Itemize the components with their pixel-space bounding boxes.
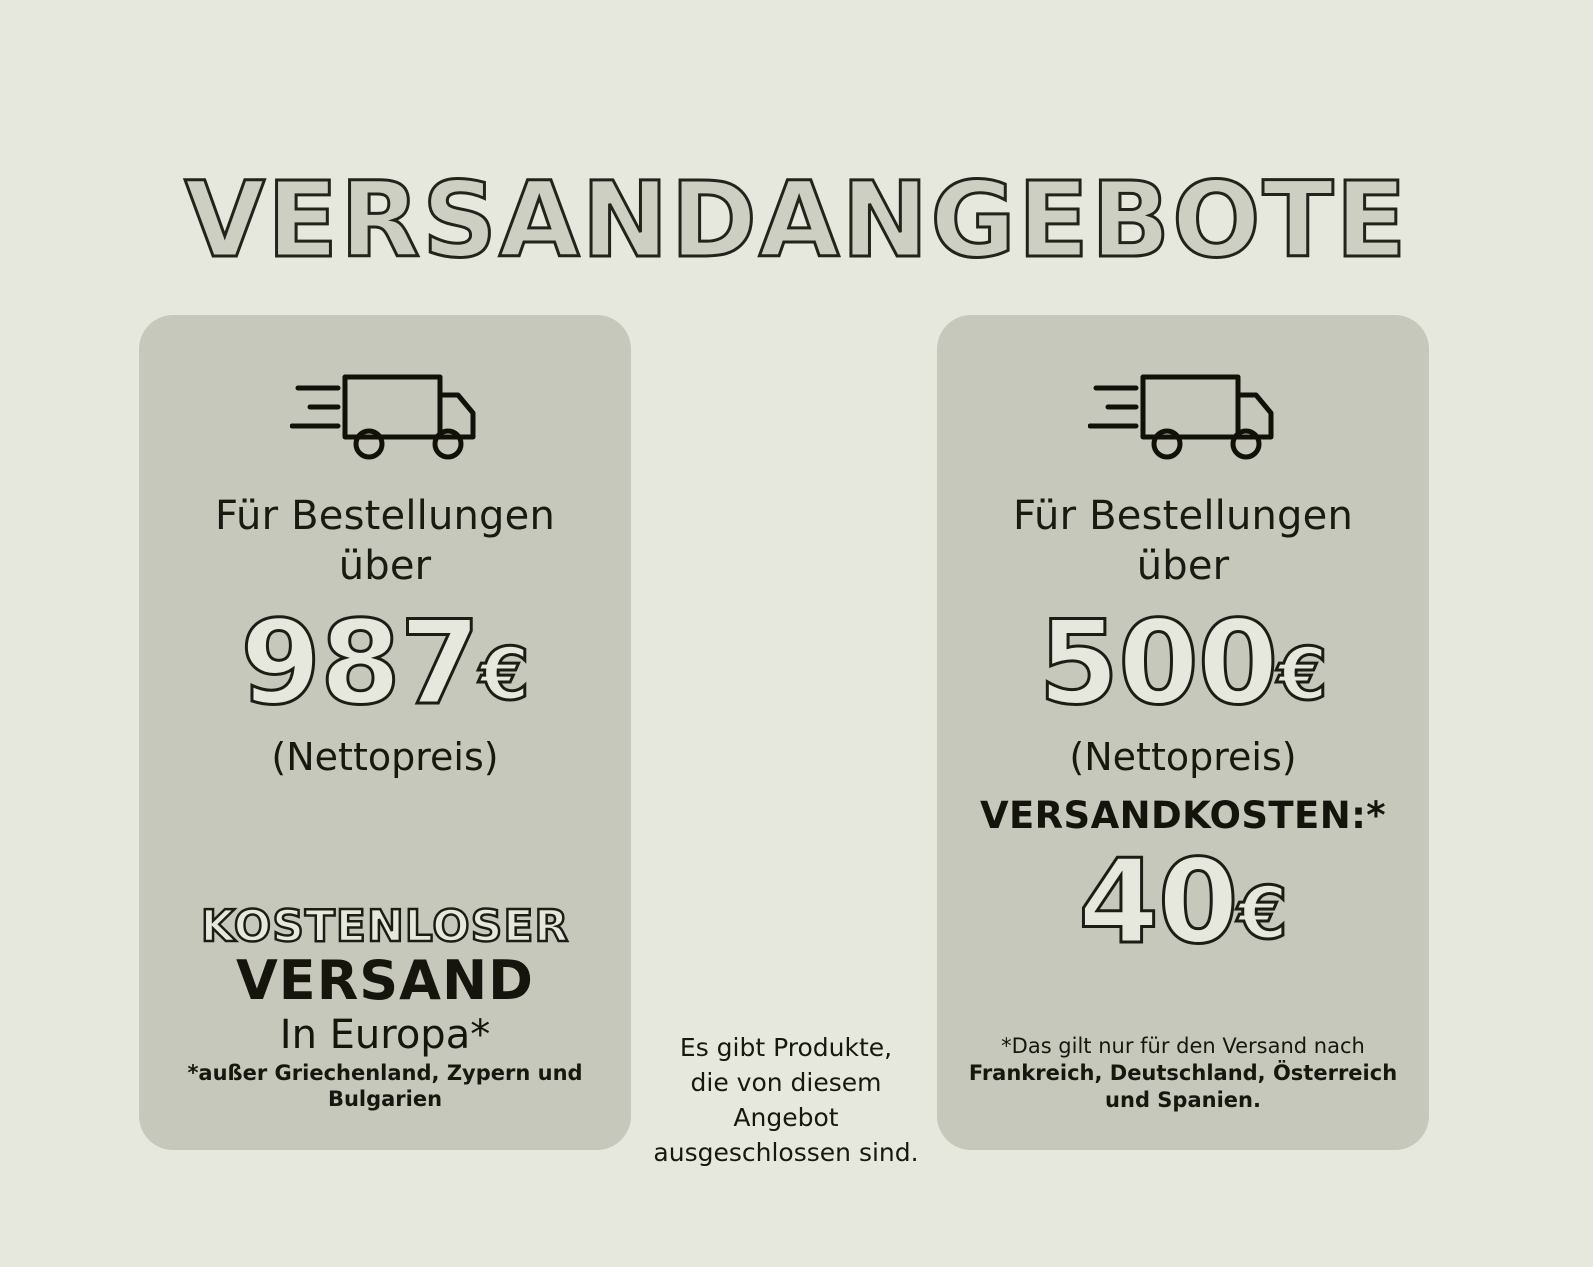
order-over-line-2: über: [338, 543, 432, 589]
threshold-amount-value: 500: [1038, 596, 1278, 731]
free-shipping-outline-text: KOSTENLOSER: [200, 901, 570, 952]
exclusion-note: [636, 1030, 936, 1170]
order-over-line-2: über: [1136, 543, 1230, 589]
threshold-amount: [161, 596, 609, 733]
net-price-note: (Nettopreis): [1069, 735, 1297, 779]
order-over-line-1: Für Bestellungen: [215, 493, 555, 539]
euro-symbol: €: [1277, 632, 1328, 716]
exclusion-note-line-2: die von diesem Angebot: [690, 1068, 882, 1132]
shipping-cost-label: VERSANDKOSTEN:*: [979, 794, 1387, 837]
offer-card-paid-shipping: [937, 315, 1429, 1150]
shipping-cost-block: [959, 796, 1407, 972]
threshold-amount-value: 987: [240, 596, 480, 731]
free-shipping-solid-text: VERSAND: [236, 949, 534, 1012]
delivery-truck-icon: [959, 355, 1407, 469]
delivery-truck-icon: [161, 355, 609, 469]
euro-symbol: €: [1237, 871, 1288, 955]
shipping-region-text: In Europa*: [279, 1012, 491, 1058]
net-price-note: (Nettopreis): [271, 735, 499, 779]
exclusion-note-line-1: Es gibt Produkte,: [679, 1033, 893, 1062]
shipping-cost-value: 40: [1078, 835, 1238, 970]
right-card-footnote: [947, 1033, 1419, 1114]
threshold-amount: [959, 596, 1407, 733]
offer-card-free-shipping: [139, 315, 631, 1150]
exclusion-note-line-3: ausgeschlossen sind.: [653, 1138, 919, 1167]
order-over-line-1: Für Bestellungen: [1013, 493, 1353, 539]
left-card-footnote: *außer Griechenland, Zypern und Bulgarien: [187, 1061, 583, 1111]
shipping-cost-amount: [959, 835, 1407, 972]
euro-symbol: €: [479, 632, 530, 716]
right-card-footnote-line-1: *Das gilt nur für den Versand nach: [1001, 1034, 1365, 1058]
right-card-footnote-line-2: Frankreich, Deutschland, Österreich und Spanien.: [968, 1061, 1398, 1112]
page-title: VERSANDANGEBOTE: [184, 159, 1409, 281]
free-shipping-block: [161, 901, 609, 1058]
